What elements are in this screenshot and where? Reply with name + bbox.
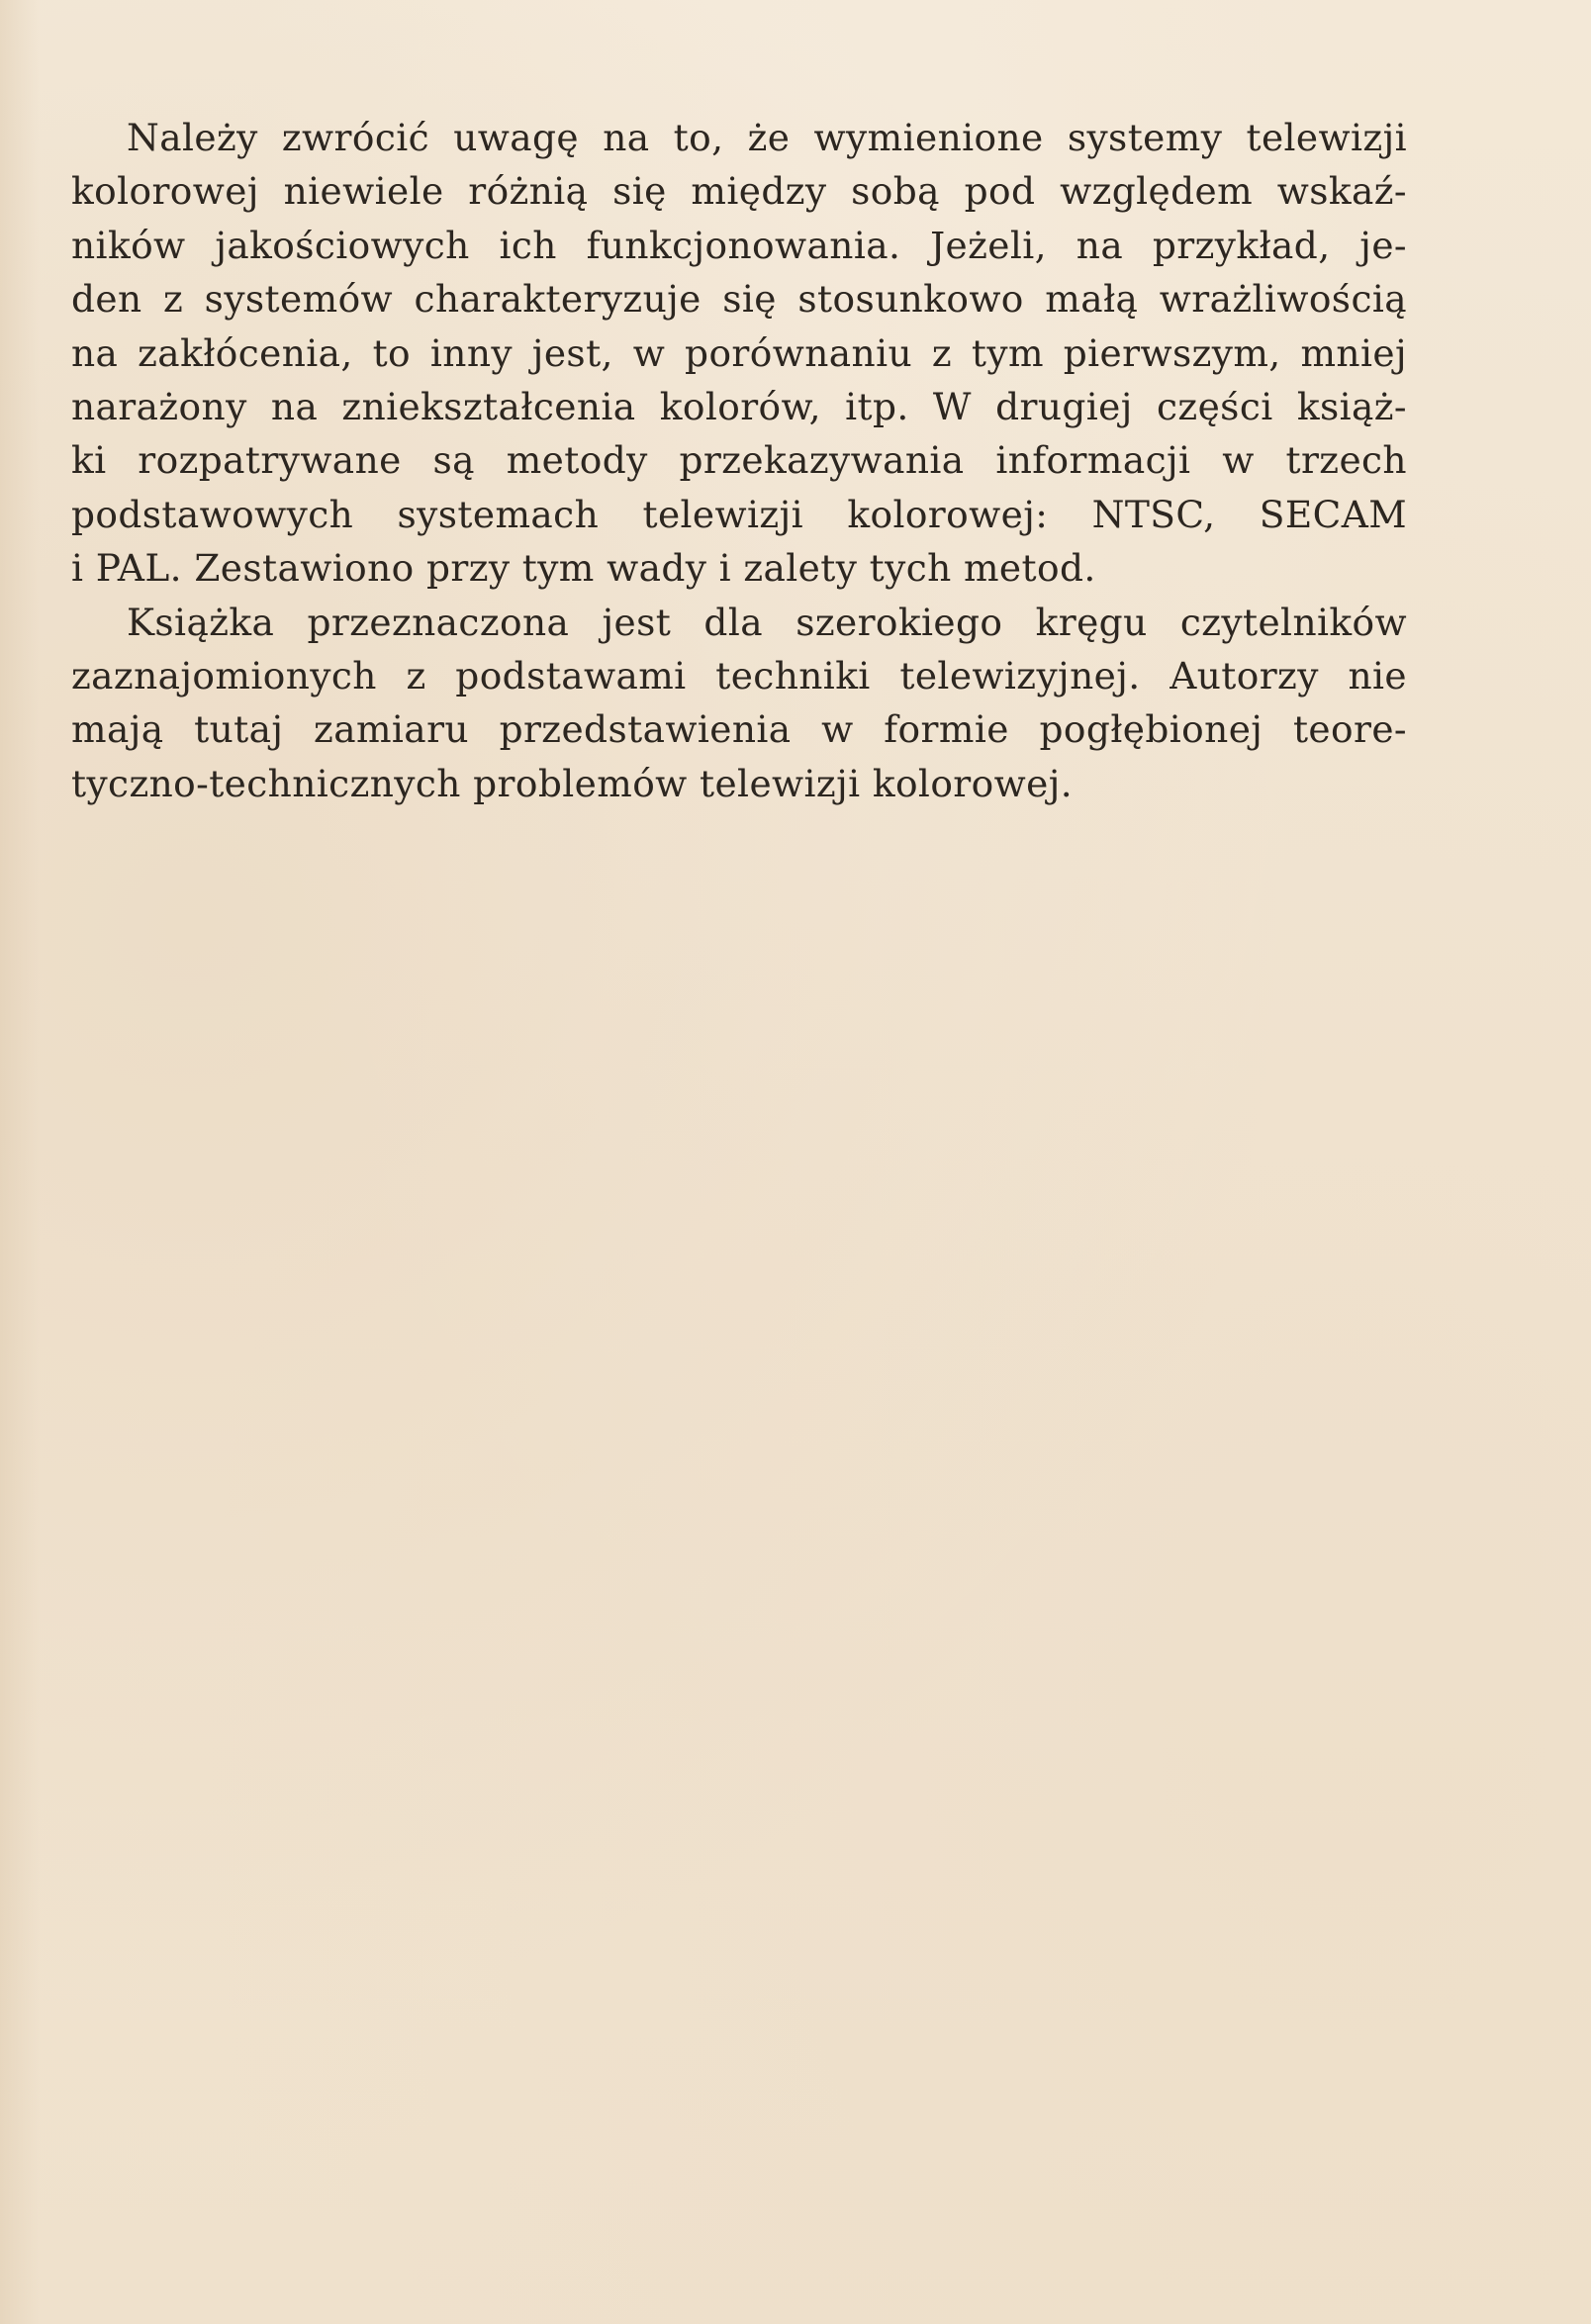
text-line: na zakłócenia, to inny jest, w porównaniu z tym pierwszym, mniej	[71, 330, 1407, 375]
text-line: ki rozpatrywane są metody przekazywania informacji w trzech	[71, 438, 1407, 483]
text-line: mają tutaj zamiaru przedstawienia w formie pogłębionej teore-	[71, 707, 1407, 752]
text-line: podstawowych systemach telewizji kolorowej: NTSC, SECAM	[71, 492, 1407, 536]
text-line: Książka przeznaczona jest dla szerokiego kręgu czytelników	[127, 600, 1407, 644]
text-line: Należy zwrócić uwagę na to, że wymienione systemy telewizji	[127, 116, 1407, 159]
text-line: zaznajomionych z podstawami techniki telewizyjnej. Autorzy nie	[71, 653, 1407, 697]
body-text	[71, 111, 1407, 810]
text-line: ników jakościowych ich funkcjonowania. Jeżeli, na przykład, je-	[71, 223, 1407, 267]
text-line: den z systemów charakteryzuje się stosunkowo małą wrażliwością	[71, 277, 1407, 322]
text-line: i PAL. Zestawiono przy tym wady i zalety tych metod.	[71, 546, 1096, 591]
text-line: narażony na zniekształcenia kolorów, itp. W drugiej części książ-	[71, 384, 1407, 428]
text-line: tyczno-technicznych problemów telewizji kolorowej.	[71, 761, 1074, 805]
text-line: kolorowej niewiele różnią się między sobą pod względem wskaź-	[71, 169, 1407, 214]
